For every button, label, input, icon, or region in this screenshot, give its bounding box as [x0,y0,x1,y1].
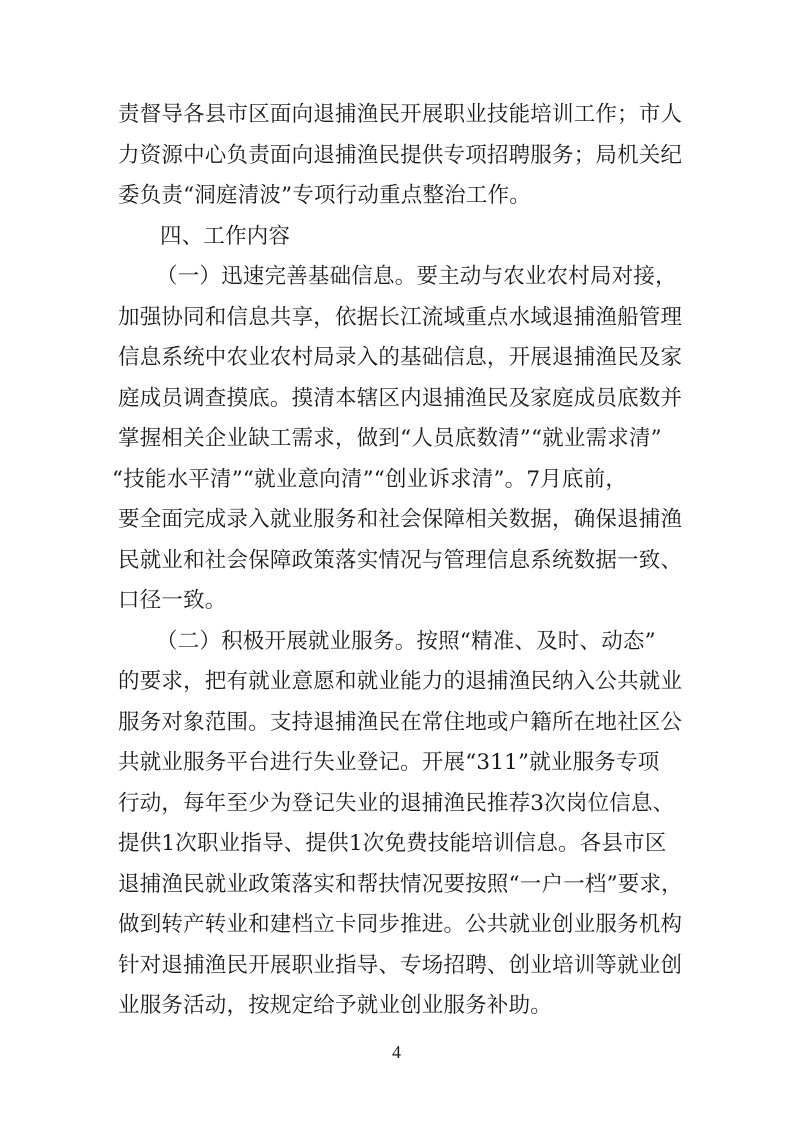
text-line: 退捕渔民就业政策落实和帮扶情况要按照“一户一档”要求， [118,871,683,897]
text-line: “技能水平清”“就业意向清”“创业诉求清”。7月底前， [112,466,628,492]
text-line: 信息系统中农业农村局录入的基础信息，开展退捕渔民及家 [118,345,683,370]
text-line: 服务对象范围。支持退捕渔民在常住地或户籍所在地社区公 [118,709,683,735]
text-line: 要全面完成录入就业服务和社会保障相关数据，确保退捕渔 [118,507,683,532]
text-line: 委负责“洞庭清波”专项行动重点整治工作。 [118,183,531,208]
text-line: 掌握相关企业缺工需求，做到“人员底数清”“就业需求清” [118,426,662,451]
text-line: 共就业服务平台进行失业登记。开展“311”就业服务专项 [118,750,660,775]
text-line: 的要求，把有就业意愿和就业能力的退捕渔民纳入公共就业 [118,669,683,694]
text-line: 民就业和社会保障政策落实情况与管理信息系统数据一致、 [118,547,683,573]
section-heading: 四、工作内容 [160,223,291,249]
text-line: 加强协同和信息共享，依据长江流域重点水域退捕渔船管理 [118,304,683,330]
text-line: 针对退捕渔民开展职业指导、专场招聘、创业培训等就业创 [118,952,683,978]
text-line: 业服务活动，按规定给予就业创业服务补助。 [118,993,553,1018]
text-line: （二）积极开展就业服务。按照“精准、及时、动态” [156,628,656,654]
text-line: （一）迅速完善基础信息。要主动与农业农村局对接， [156,264,677,289]
text-line: 庭成员调查摸底。摸清本辖区内退捕渔民及家庭成员底数并 [118,385,683,411]
text-line: 做到转产转业和建档立卡同步推进。公共就业创业服务机构 [118,912,683,937]
text-line: 责督导各县市区面向退捕渔民开展职业技能培训工作；市人 [118,102,683,127]
text-line: 提供1次职业指导、提供1次免费技能培训信息。各县市区 [118,831,667,856]
text-line: 力资源中心负责面向退捕渔民提供专项招聘服务；局机关纪 [118,142,683,168]
text-line: 口径一致。 [118,588,227,613]
text-line: 行动，每年至少为登记失业的退捕渔民推荐3次岗位信息、 [118,790,675,816]
page-number: 4 [392,1041,401,1062]
